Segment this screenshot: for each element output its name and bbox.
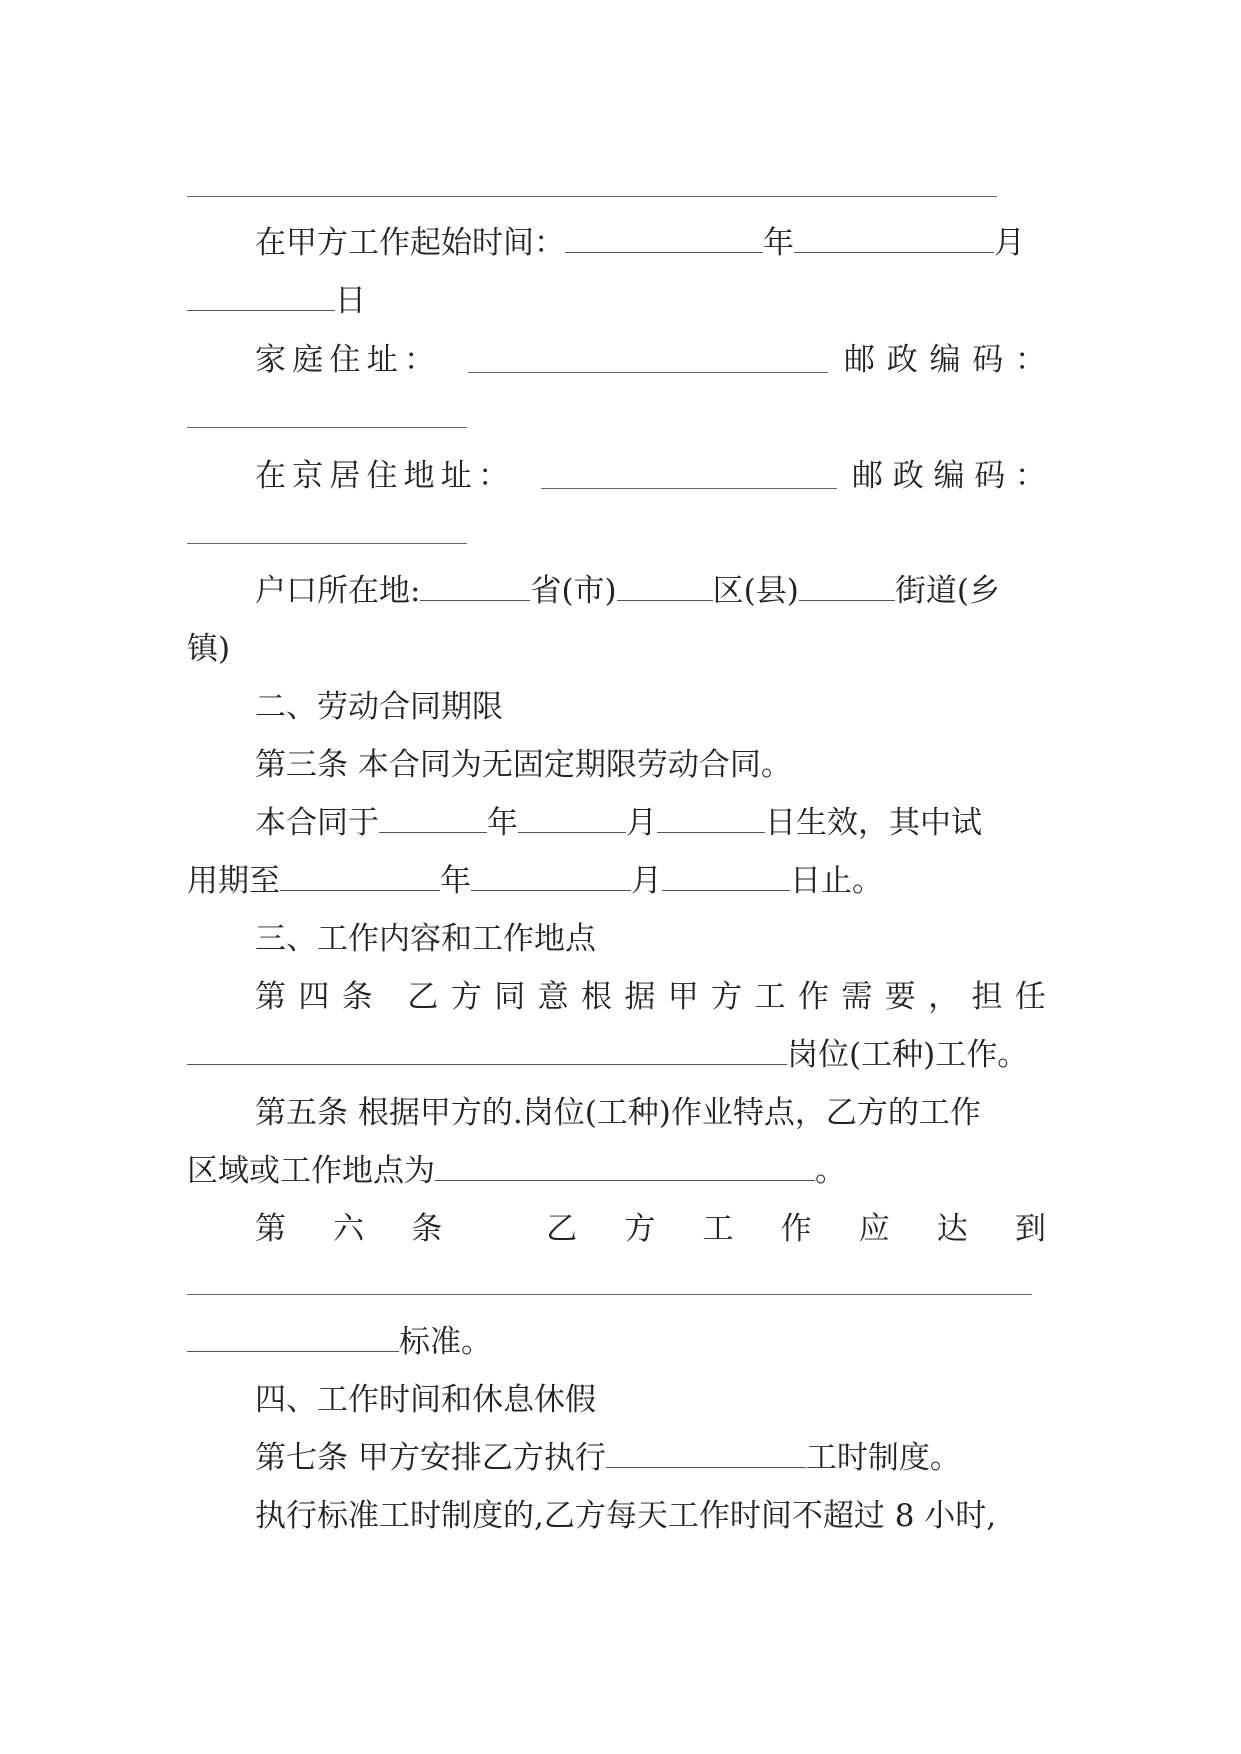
blank-field bbox=[799, 576, 895, 601]
article-6: 第 六 条 乙 方 工 作 应 达 到 bbox=[255, 1211, 1046, 1247]
start-date-line bbox=[255, 223, 1025, 263]
blank-field bbox=[662, 866, 790, 891]
probation-line: 用期至 年 月 日止。 bbox=[187, 863, 883, 899]
blank-line-top bbox=[187, 196, 997, 197]
blank-field bbox=[187, 286, 335, 311]
standard-hours: 执行标准工时制度的,乙方每天工作时间不超过 8 小时, bbox=[255, 1498, 997, 1534]
town-line: 镇) bbox=[187, 631, 231, 667]
home-address-label: 家 庭 住 址 ： bbox=[255, 342, 435, 378]
blank-field bbox=[471, 866, 631, 891]
blank-field bbox=[379, 808, 487, 833]
day-label: 日 bbox=[335, 283, 366, 319]
blank-field bbox=[420, 576, 530, 601]
year-label: 年 bbox=[763, 225, 794, 261]
blank-field bbox=[187, 1327, 399, 1352]
article-5: 第五条 根据甲方的.岗位(工种)作业特点，乙方的工作 bbox=[255, 1095, 981, 1131]
blank-field bbox=[606, 1443, 806, 1468]
hukou-line: 户口所在地: 省(市) 区(县) 街道(乡 bbox=[255, 573, 1000, 609]
section-4-title: 四、工作时间和休息休假 bbox=[255, 1382, 596, 1418]
blank-field bbox=[468, 372, 828, 373]
blank-field bbox=[518, 808, 626, 833]
work-area-line: 区域或工作地点为 。 bbox=[187, 1153, 846, 1189]
blank-field bbox=[187, 543, 467, 544]
blank-field bbox=[435, 1156, 815, 1181]
article-4: 第 四 条 乙 方 同 意 根 据 甲 方 工 作 需 要 ， 担 任 bbox=[255, 979, 1046, 1015]
blank-field bbox=[280, 866, 440, 891]
article-7: 第七条 甲方安排乙方执行 工时制度。 bbox=[255, 1440, 961, 1476]
day-line bbox=[187, 281, 366, 321]
hukou-label: 户口所在地: bbox=[255, 573, 421, 609]
blank-field bbox=[565, 228, 763, 253]
article-3: 第三条 本合同为无固定期限劳动合同。 bbox=[255, 747, 792, 783]
blank-field bbox=[187, 427, 467, 428]
blank-field bbox=[657, 808, 765, 833]
post-line: 岗位(工种)工作。 bbox=[187, 1035, 1028, 1075]
blank-field bbox=[187, 1040, 787, 1065]
month-label: 月 bbox=[994, 225, 1025, 261]
blank-field bbox=[794, 228, 994, 253]
blank-line bbox=[187, 1294, 1032, 1295]
section-3-title: 三、工作内容和工作地点 bbox=[255, 921, 596, 957]
standard-line: 标准。 bbox=[187, 1322, 492, 1362]
effective-date-line: 本合同于 年 月 日生效，其中试 bbox=[255, 805, 982, 841]
section-2-title: 二、劳动合同期限 bbox=[255, 689, 503, 725]
beijing-address-label: 在 京 居 住 地 址 ： bbox=[255, 458, 509, 494]
blank-field bbox=[617, 576, 713, 601]
blank-field bbox=[541, 488, 837, 489]
postal-code-label: 邮 政 编 码 ： bbox=[852, 458, 1046, 494]
start-date-label: 在甲方工作起始时间： bbox=[255, 225, 565, 261]
postal-code-label: 邮 政 编 码 ： bbox=[844, 342, 1046, 378]
